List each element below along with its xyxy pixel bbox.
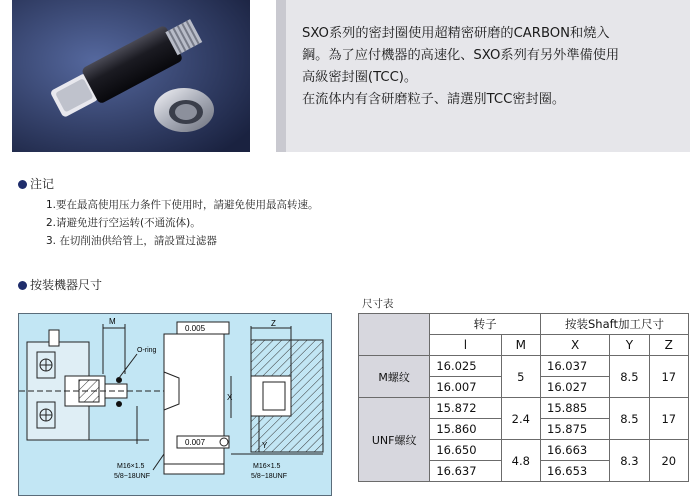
table-column-header: l	[430, 335, 501, 356]
table-cell: 16.637	[430, 461, 501, 482]
table-row-header: UNF螺纹	[359, 398, 430, 482]
table-row-header: M螺纹	[359, 356, 430, 398]
table-column-header: Y	[610, 335, 649, 356]
table-row	[359, 398, 689, 419]
thread-label: 5/8−18UNF	[114, 473, 150, 480]
table-cell: 16.025	[430, 356, 501, 377]
bullet-icon	[18, 180, 27, 189]
table-cell: 16.007	[430, 377, 501, 398]
bullet-icon	[18, 281, 27, 290]
table-cell: 2.4	[501, 398, 540, 440]
dim-label-z: Z	[271, 319, 276, 328]
table-cell: 17	[649, 356, 688, 398]
table-cell: 4.8	[501, 440, 540, 482]
table-cell: 20	[649, 440, 688, 482]
table-cell: 15.875	[541, 419, 610, 440]
table-cell: 16.653	[541, 461, 610, 482]
table-corner-cell	[359, 314, 430, 356]
table-row	[359, 356, 689, 377]
description-line: 鋼。為了应付機器的高速化、SXO系列有另外準備使用	[302, 48, 620, 63]
note-item: 1.要在最高使用压力条件下使用时，請避免使用最高转速。	[46, 199, 319, 211]
product-photo	[12, 0, 250, 152]
oring-label: O-ring	[137, 347, 157, 354]
description-box	[276, 0, 690, 152]
table-cell: 8.3	[610, 440, 649, 482]
description-line: SXO系列的密封圈使用超精密研磨的CARBON和燒入	[302, 26, 610, 41]
table-column-header: X	[541, 335, 610, 356]
table-cell: 16.663	[541, 440, 610, 461]
table-column-header: M	[501, 335, 540, 356]
dim-label-y: Y	[262, 441, 268, 450]
installation-diagram	[18, 313, 332, 496]
table-cell: 8.5	[610, 398, 649, 440]
install-title: 按装機器尺寸	[18, 276, 102, 293]
table-cell: 5	[501, 356, 540, 398]
table-group-header: 按装Shaft加工尺寸	[541, 314, 689, 335]
tolerance-label: 0.007	[185, 438, 206, 447]
table-cell: 16.027	[541, 377, 610, 398]
table-column-header: Z	[649, 335, 688, 356]
rotor-drawing	[114, 322, 233, 480]
table-cell: 17	[649, 398, 688, 440]
thread-label: 5/8−18UNF	[251, 473, 287, 480]
notes-title: 注记	[18, 175, 54, 192]
dimension-table	[358, 313, 689, 482]
machine-body-drawing	[19, 317, 169, 444]
table-cell: 15.885	[541, 398, 610, 419]
thread-label: M16×1.5	[117, 463, 145, 470]
dim-label-m: M	[109, 317, 116, 326]
table-cell: 16.037	[541, 356, 610, 377]
dim-label-x: X	[227, 393, 233, 402]
table-cell: 16.650	[430, 440, 501, 461]
table-cell: 15.860	[430, 419, 501, 440]
rotary-joint-photo	[12, 0, 250, 152]
tolerance-label: 0.005	[185, 324, 206, 333]
thread-label: M16×1.5	[253, 463, 281, 470]
shaft-drawing	[231, 319, 323, 480]
table-cell: 15.872	[430, 398, 501, 419]
description-line: 在流体内有含研磨粒子、請選別TCC密封圈。	[302, 92, 566, 107]
table-cell: 8.5	[610, 356, 649, 398]
description-line: 高級密封圈(TCC)。	[302, 70, 418, 85]
table-title: 尺寸表	[362, 298, 394, 310]
note-item: 2.请避免进行空运转(不通流体)。	[46, 217, 201, 229]
table-header-row	[359, 314, 689, 335]
table-group-header: 转子	[430, 314, 541, 335]
note-item: 3. 在切削油供给管上，請設置过滤器	[46, 235, 217, 247]
